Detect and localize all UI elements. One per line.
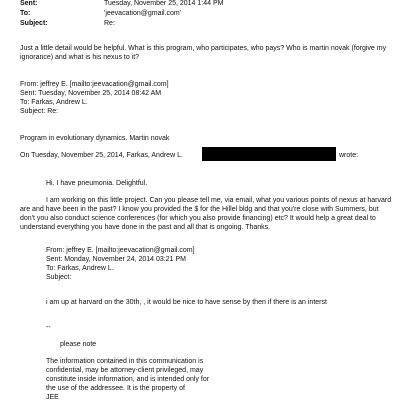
quoted-greeting: Hi. I have pneumonia. Delightful.	[46, 180, 148, 187]
subject-value: Re:	[104, 20, 115, 27]
inner-message-line: i am up at harvard on the 30th, , it would be nice to have sense by then if there is an interst	[46, 299, 327, 306]
forward2-to: To: Farkas, Andrew L.	[46, 265, 114, 272]
disclaimer-line-3: constitute inside information, and is intended only for	[46, 376, 210, 383]
quoted-para-line-2: are and have been in the past? I know you provided the $ for the Hillel bldg and that you're close with Summers, but	[20, 206, 379, 213]
forward2-sent: Sent: Monday, November 24, 2014 03:21 PM	[46, 256, 186, 263]
reply-line-2: ignorance) and what is his nexus to it?	[20, 54, 140, 61]
forward2-subject: Subject:	[46, 274, 72, 281]
disclaimer-line-4: the use of the addressee. It is the property of	[46, 385, 185, 392]
forward1-from: From: jeffrey E. [mailto:jeevacation@gmail.com]	[20, 81, 169, 88]
quoted-para-line-3: don't you also conduct science conferences (for which you also provide financing) etc? It would help a great deal to	[20, 215, 376, 222]
to-value: 'jeevacation@gmail.com'	[104, 10, 182, 17]
disclaimer-line-1: The information contained in this communication is	[46, 358, 204, 365]
sent-label: Sent:	[20, 0, 38, 7]
quoted-para-line-4: understand everything you have done in the past and all that is ongoing. Thanks.	[20, 224, 271, 231]
disclaimer-line-5: JEE	[46, 394, 59, 400]
subject-label: Subject:	[20, 20, 48, 27]
reply-line-1: Just a little detail would be helpful. What is this program, who participates, who pays? Who is martin novak (forgive my	[20, 45, 387, 52]
forward2-from: From: jeffrey E. [mailto:jeevacation@gmail.com]	[46, 247, 195, 254]
forward1-to: To: Farkas, Andrew L.	[20, 99, 88, 106]
forward1-sent: Sent: Tuesday, November 25, 2014 08:42 AM	[20, 90, 162, 97]
sent-value: Tuesday, November 25, 2014 1:44 PM	[104, 0, 224, 7]
forward1-subject: Subject: Re:	[20, 108, 59, 115]
disclaimer-line-2: confidential, may be attorney-client privileged, may	[46, 367, 204, 374]
redaction-bar	[202, 147, 336, 161]
quote-intro-prefix: On Tuesday, November 25, 2014, Farkas, Andrew L.	[20, 152, 183, 159]
program-line: Program in evolutionary dynamics. Martin novak	[20, 135, 170, 142]
to-label: To:	[20, 10, 31, 17]
please-note: please note	[60, 341, 97, 348]
signature-separator: --	[46, 324, 51, 331]
quote-intro-suffix: wrote:	[339, 152, 359, 159]
quoted-para-line-1: I am working on this little project. Can you please tell me, via email, what you various points of nexus at harvard	[46, 197, 392, 204]
